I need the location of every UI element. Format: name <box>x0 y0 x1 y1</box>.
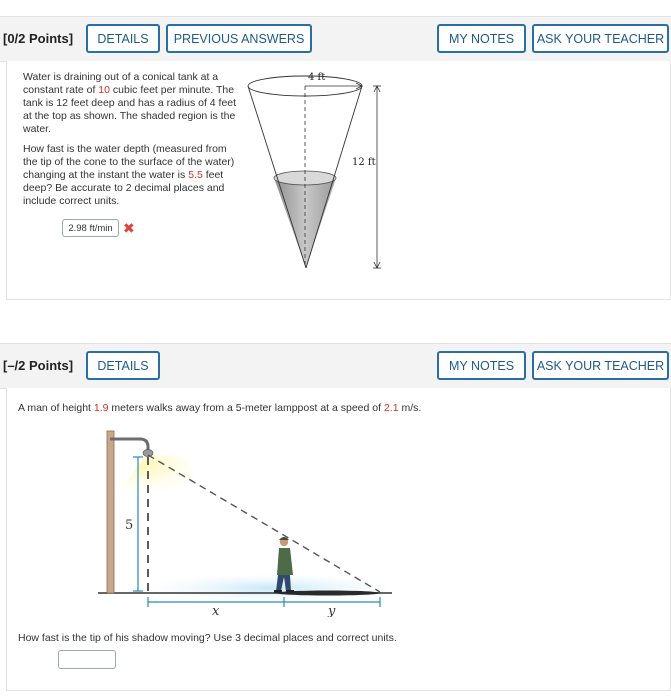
question1-my-notes-button[interactable]: MY NOTES <box>437 24 526 53</box>
man-height-value: 1.9 <box>93 402 109 414</box>
question2-text-a: A man of height <box>18 402 94 414</box>
question1-paragraph2 <box>23 143 235 208</box>
question1-text-c: How fast is the water depth (measured from the tip of the cone to the surface of the water) changing at the instant the water is <box>23 143 235 181</box>
height-label: 12 ft <box>352 157 376 168</box>
y-label: y <box>328 604 336 617</box>
question2-question-text: How fast is the tip of his shadow moving? Use 3 decimal places and correct units. <box>18 632 397 644</box>
lamp-light-cone <box>116 453 206 495</box>
question1-text-d: feet deep? Be accurate to 2 decimal places and include correct units. <box>23 169 225 207</box>
walking-speed-value: 2.1 <box>383 402 399 414</box>
question2-details-button[interactable]: DETAILS <box>86 351 160 380</box>
question2-answer-input[interactable] <box>58 650 116 669</box>
question2-prompt <box>18 402 618 415</box>
question1-previous-answers-button[interactable]: PREVIOUS ANSWERS <box>166 24 312 53</box>
question2-header <box>0 343 671 389</box>
lamp-height-label: 5 <box>125 518 134 533</box>
x-label: x <box>212 604 220 617</box>
question1-text-b: cubic feet per minute. The tank is 12 feet deep and has a radius of 4 feet at the top as shown. The shaded region is the water. <box>23 84 237 135</box>
lamppost-arm <box>110 439 148 450</box>
ground-light-glow <box>146 574 396 602</box>
incorrect-x-icon: ✖ <box>123 220 135 236</box>
question1-text-a: Water is draining out of a conical tank at a constant rate of <box>23 71 219 96</box>
question1-details-button[interactable]: DETAILS <box>86 24 160 53</box>
light-ray <box>148 455 380 592</box>
question1-answer-field[interactable]: 2.98 ft/min <box>62 219 119 237</box>
lamppost-pole <box>107 431 114 593</box>
question2-points: [–/2 Points] <box>3 358 74 373</box>
question1-ask-teacher-button[interactable]: ASK YOUR TEACHER <box>532 24 669 53</box>
question1-points: [0/2 Points] <box>3 31 74 46</box>
question1-depth-value: 5.5 <box>188 169 203 181</box>
radius-label: 4 ft <box>308 72 326 83</box>
question2-ask-teacher-button[interactable]: ASK YOUR TEACHER <box>532 351 669 380</box>
question2-my-notes-button[interactable]: MY NOTES <box>437 351 526 380</box>
question1-header <box>0 16 671 62</box>
question1-rate-value: 10 <box>98 84 110 96</box>
question1-paragraph1 <box>23 71 239 136</box>
cone-tank-figure <box>240 66 400 276</box>
question2-text-b: meters walks away from a 5-meter lamppost at a speed of <box>108 402 384 414</box>
question2-text-c: m/s. <box>398 402 422 414</box>
lamppost-figure <box>96 425 396 617</box>
